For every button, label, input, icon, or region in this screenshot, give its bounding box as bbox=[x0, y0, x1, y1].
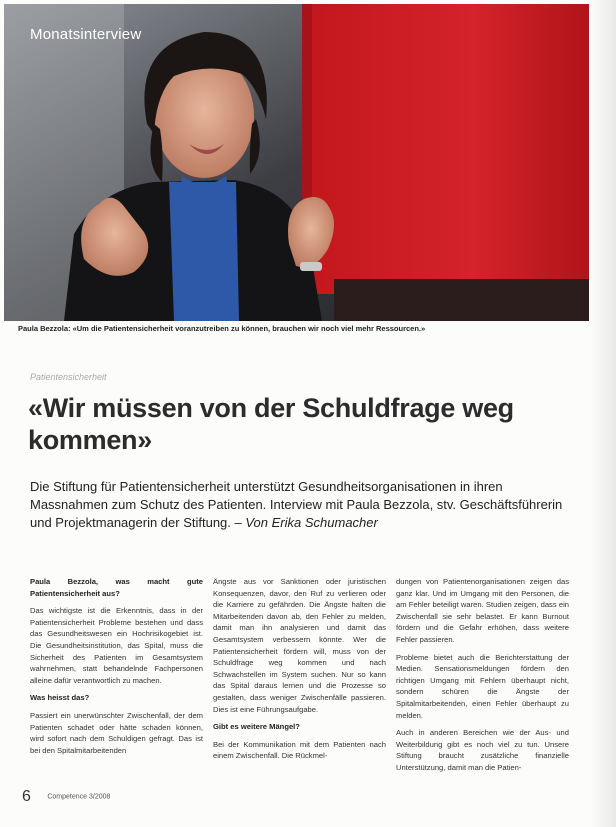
column-2 bbox=[213, 576, 386, 776]
byline: – Von Erika Schumacher bbox=[234, 515, 378, 530]
interview-answer: Bei der Kommunikation mit dem Patienten nach einem Zwischenfall. Die Rückmel- bbox=[213, 739, 386, 761]
portrait-photo-icon bbox=[4, 4, 589, 321]
interview-question: Paula Bezzola, was macht gute Patientensicherheit aus? bbox=[30, 577, 203, 598]
lead-text: Die Stiftung für Patientensicherheit unterstützt Gesundheitsorganisationen in ihren Massnahmen zum Schutz des Patienten. Interview mit Paula Bezzola, stv. Geschäftsführerin und Projektmanagerin der Stiftung. bbox=[30, 479, 563, 530]
lead-paragraph bbox=[30, 478, 580, 532]
column-1 bbox=[30, 576, 203, 776]
interview-question: Gibt es weitere Mängel? bbox=[213, 722, 300, 732]
interview-answer: Auch in anderen Bereichen wie der Aus- und Weiterbildung gibt es noch viel zu tun. Unsere Stiftung braucht zusätzliche finanzielle Unterstützung, damit man die Patien- bbox=[396, 728, 569, 772]
section-label: Monatsinterview bbox=[30, 26, 142, 43]
article-body bbox=[30, 576, 570, 776]
page-footer bbox=[22, 788, 110, 806]
page-number: 6 bbox=[22, 788, 31, 805]
interview-answer: Probleme bietet auch die Berichterstattung der Medien. Sensationsmeldungen fördern den richtigen Umgang mit Fehlern überhaupt nicht, sondern schüren die Ängste der Spitalmitarbeitenden, einen Fehler überhaupt zu melden. bbox=[396, 652, 569, 720]
headline: «Wir müssen von der Schuldfrage weg kommen» bbox=[28, 393, 514, 455]
portrait-photo bbox=[4, 4, 589, 321]
photo-caption: Paula Bezzola: «Um die Patientensicherheit voranzutreiben zu können, brauchen wir noch viel mehr Ressourcen.» bbox=[18, 324, 426, 333]
interview-answer: Das wichtigste ist die Erkenntnis, dass in der Patientensicherheit Probleme bestehen und dass das Gesundheitswesen ein Hochrisikogebiet ist. Die Gesundheitsinstitution, das Spital, muss die Sicherheit des Patienten im Gesamtsystem wahrnehmen, statt behandelnde Fachpersonen alleine dafür verantwortlich zu machen. bbox=[30, 606, 203, 685]
interview-answer: Passiert ein unerwünschter Zwischenfall, der dem Patienten schadet oder hätte schaden können, wird sofort nach dem Schuldigen gefragt. Das ist bei den Spitalmitarbeitenden bbox=[30, 710, 203, 755]
column-3 bbox=[396, 576, 569, 776]
kicker: Patientensicherheit bbox=[30, 372, 107, 382]
interview-answer: dungen von Patientenorganisationen zeigen das ganz klar. Und im Umgang mit den Personen, die am Fehler beteiligt waren. Studien zeigen, dass ein Zwischenfall sie sehr belastet. Er kann Burnout fördern und die Gefahr erhöhen, dass weitere Fehler passieren. bbox=[396, 577, 569, 644]
interview-question: Was heisst das? bbox=[30, 693, 90, 703]
interview-answer: Ängste aus vor Sanktionen oder juristischen Konsequenzen, davor, den Ruf zu verlieren oder die Karriere zu gefährden. Die Ängste halten die Mitarbeitenden davon ab, den Fehler zu melden, damit man ihn analysieren und damit das Gesamtsystem verbessern könnte. Wer die Patientensicherheit fördern will, muss von der Schuldfrage weg kommen und nach Schwachstellen im System suchen. Nur so kann das Spital daraus lernen und die Prozesse so gestalten, dass weniger Zwischenfälle passieren. Dies ist eine Führungsaufgabe. bbox=[213, 577, 386, 714]
magazine-issue: Competence 3/2008 bbox=[47, 793, 111, 801]
page-edge-shadow bbox=[590, 0, 616, 827]
